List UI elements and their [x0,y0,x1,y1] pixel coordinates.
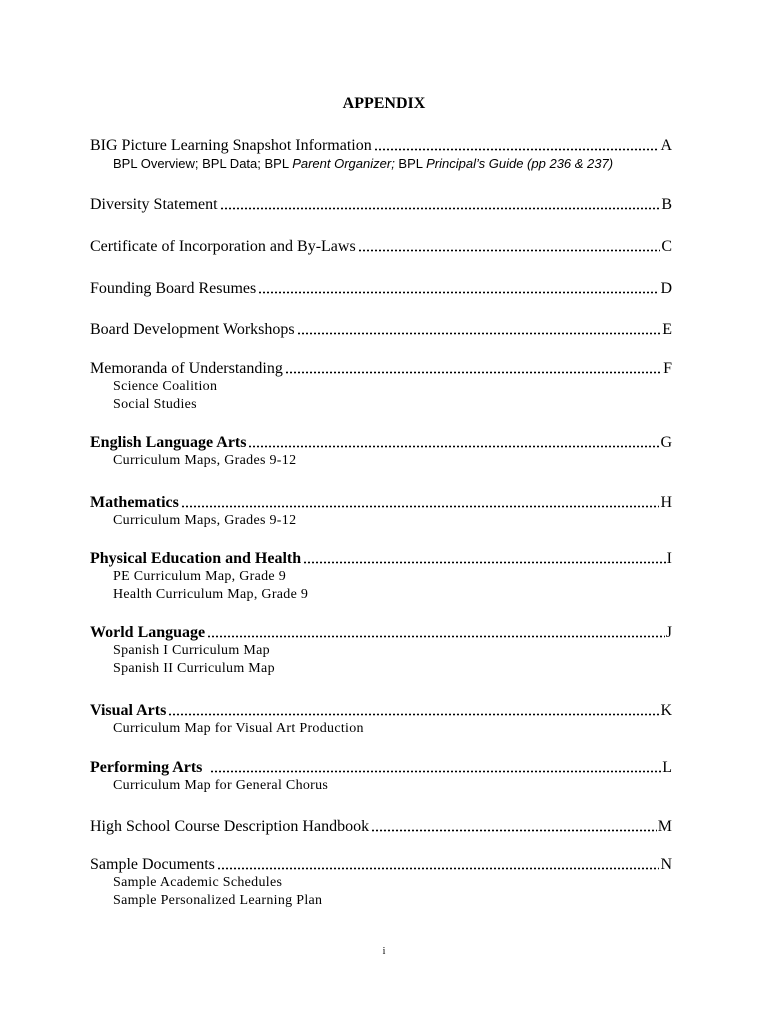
sub-text-italic: Parent Organizer; [292,156,395,171]
entry-label: Certificate of Incorporation and By-Laws [90,238,356,255]
toc-entry-i [90,549,672,604]
entry-letter: L [662,759,672,776]
sub-item [113,155,672,173]
entry-letter: G [660,434,672,451]
toc-row [90,433,672,452]
entry-label: Memoranda of Understanding [90,360,283,377]
sub-item: Science Coalition [113,379,218,394]
toc-entry-f [90,359,672,414]
toc-entry-k [90,701,672,738]
sub-item: Social Studies [113,397,197,412]
toc-entry-n [90,855,672,910]
dot-leader [303,549,666,568]
toc-entry-a [90,136,672,173]
entry-label: Performing Arts [90,759,203,776]
entry-letter: K [660,702,672,719]
entry-letter: D [660,280,672,297]
toc-entry-b [90,195,672,214]
toc-entry-m [90,817,672,836]
toc-entry-g [90,433,672,470]
toc-entry-j [90,623,672,678]
entry-label: BIG Picture Learning Snapshot Information [90,137,372,154]
toc-row [90,623,672,642]
entry-letter: B [661,196,672,213]
dot-leader [217,855,660,874]
entry-letter: C [661,238,672,255]
dot-leader [210,758,661,777]
toc-entry-h [90,493,672,530]
toc-row [90,549,672,568]
page-number: i [382,946,386,957]
sub-item: Curriculum Map for Visual Art Production [113,721,364,736]
dot-leader [297,320,662,339]
sub-text: BPL Overview; BPL Data; BPL [113,156,293,171]
dot-leader [220,195,661,214]
sub-item: Curriculum Map for General Chorus [113,778,329,793]
toc-row [90,136,672,155]
sub-item: Spanish II Curriculum Map [113,661,275,676]
entry-label: Diversity Statement [90,196,218,213]
entry-letter: J [665,624,672,641]
sub-item: Health Curriculum Map, Grade 9 [113,587,309,602]
entry-letter: F [663,360,672,377]
toc-row [90,359,672,378]
entry-label: Board Development Workshops [90,321,295,338]
entry-label: Founding Board Resumes [90,280,257,297]
toc-row [90,237,672,256]
toc-entry-c [90,237,672,256]
entry-label: Visual Arts [90,702,167,719]
sub-item: PE Curriculum Map, Grade 9 [113,569,287,584]
toc-row [90,758,672,777]
toc-row [90,195,672,214]
toc-entry-d [90,279,672,298]
sub-text-italic: Principal’s Guide (pp 236 & 237) [426,156,614,171]
sub-item: Sample Academic Schedules [113,875,283,890]
sub-item: Sample Personalized Learning Plan [113,893,323,908]
entry-label: Sample Documents [90,856,215,873]
entry-label: English Language Arts [90,434,247,451]
dot-leader [168,701,659,720]
entry-label: Mathematics [90,494,179,511]
sub-item: Curriculum Maps, Grades 9-12 [113,513,297,528]
dot-leader [285,359,662,378]
toc-row [90,493,672,512]
sub-text: BPL [394,156,427,171]
toc-entry-e [90,320,672,339]
entry-letter: A [660,137,672,154]
entry-letter: M [657,818,672,835]
dot-leader [374,136,660,155]
dot-leader [181,493,660,512]
entry-letter: I [666,550,672,567]
dot-leader [371,817,657,836]
entry-label: Physical Education and Health [90,550,302,567]
dot-leader [248,433,659,452]
dot-leader [358,237,661,256]
dot-leader [207,623,665,642]
toc-row [90,701,672,720]
entry-label: High School Course Description Handbook [90,818,370,835]
page-title: APPENDIX [342,95,426,112]
toc-row [90,279,672,298]
toc-entry-l [90,758,672,795]
dot-leader [258,279,659,298]
entry-letter: N [660,856,672,873]
toc-row [90,817,672,836]
sub-item: Curriculum Maps, Grades 9-12 [113,453,297,468]
entry-label: World Language [90,624,206,641]
toc-row [90,320,672,339]
entry-letter: E [662,321,672,338]
toc-row [90,855,672,874]
sub-item: Spanish I Curriculum Map [113,643,270,658]
entry-letter: H [660,494,672,511]
